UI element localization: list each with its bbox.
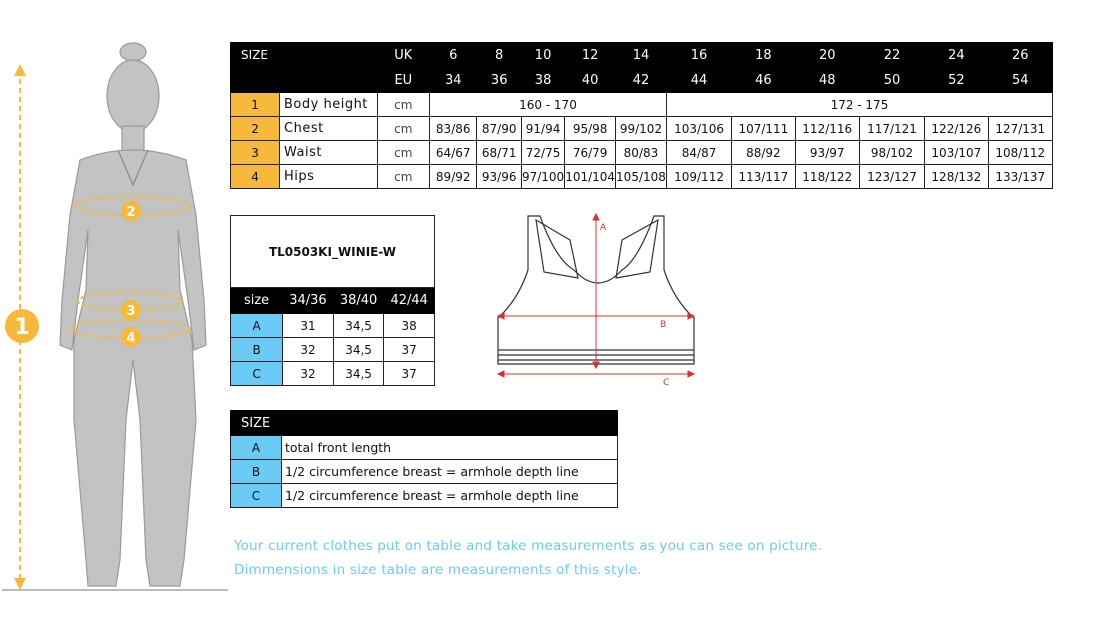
cell: 37 [384, 338, 435, 362]
cell: 80/83 [616, 141, 667, 165]
cell: 76/79 [565, 141, 616, 165]
eu-size: 44 [666, 68, 731, 93]
cell: 99/102 [616, 117, 667, 141]
style-size: 42/44 [384, 288, 435, 314]
row-name: Hips [280, 165, 378, 189]
row-name: Body height [280, 93, 378, 117]
measure-a-arrow [593, 214, 599, 220]
uk-size: 12 [565, 43, 616, 68]
chest-row [231, 117, 1053, 141]
row-name: Chest [280, 117, 378, 141]
row-unit: cm [377, 93, 429, 117]
uk-size: 26 [988, 43, 1052, 68]
style-size-label: size [231, 288, 283, 314]
measure-c-arrow [688, 371, 694, 377]
cell: 72/75 [521, 141, 564, 165]
style-key: B [231, 338, 283, 362]
cell: 89/92 [430, 165, 477, 189]
style-row-b [231, 338, 435, 362]
eu-label: EU [377, 68, 429, 93]
cell: 108/112 [988, 141, 1052, 165]
cell: 128/132 [925, 165, 988, 189]
cell: 113/117 [732, 165, 795, 189]
cell: 31 [283, 314, 334, 338]
legend-key: C [231, 484, 282, 508]
row-name: Waist [280, 141, 378, 165]
style-size: 34/36 [283, 288, 334, 314]
cell: 103/106 [666, 117, 731, 141]
cell: 88/92 [732, 141, 795, 165]
row-number: 3 [231, 141, 280, 165]
legend-row-a [231, 436, 618, 460]
legend-desc: 1/2 circumference breast = armhole depth line [282, 484, 618, 508]
cell: 98/102 [859, 141, 924, 165]
garment-label-c: C [663, 378, 670, 388]
eu-size: 46 [732, 68, 795, 93]
body-figure [0, 0, 230, 600]
legend-key: B [231, 460, 282, 484]
row-number: 2 [231, 117, 280, 141]
eu-size: 34 [430, 68, 477, 93]
cell: 123/127 [859, 165, 924, 189]
garment-drawing [488, 210, 708, 390]
style-title-row [231, 216, 435, 288]
cell: 84/87 [666, 141, 731, 165]
row-unit: cm [377, 141, 429, 165]
cell: 109/112 [666, 165, 731, 189]
measure-a-arrow [593, 362, 599, 368]
cell: 117/121 [859, 117, 924, 141]
cell: 32 [283, 362, 334, 386]
marker-2 [121, 201, 141, 221]
garment-label-a: A [600, 223, 607, 233]
style-table [230, 215, 435, 386]
row-number: 4 [231, 165, 280, 189]
cell: 107/111 [732, 117, 795, 141]
cell: 34,5 [333, 338, 384, 362]
legend-row-b [231, 460, 618, 484]
legend-desc: 1/2 circumference breast = armhole depth line [282, 460, 618, 484]
cell: 127/131 [988, 117, 1052, 141]
legend-key: A [231, 436, 282, 460]
size-header-label: SIZE [231, 43, 378, 68]
eu-size: 50 [859, 68, 924, 93]
cell: 91/94 [521, 117, 564, 141]
legend-header: SIZE [231, 411, 618, 436]
cell: 93/97 [795, 141, 859, 165]
cell: 105/108 [616, 165, 667, 189]
cell: 32 [283, 338, 334, 362]
legend-desc: total front length [282, 436, 618, 460]
cell: 34,5 [333, 314, 384, 338]
height-range-small: 160 - 170 [430, 93, 667, 117]
marker-1 [5, 309, 39, 343]
uk-size: 18 [732, 43, 795, 68]
size-table [230, 42, 1053, 189]
svg-text:4: 4 [126, 331, 136, 346]
cell: 93/96 [477, 165, 522, 189]
uk-size: 22 [859, 43, 924, 68]
uk-size: 8 [477, 43, 522, 68]
size-table-eu-row [231, 68, 1053, 93]
height-arrow-top [14, 64, 26, 76]
size-table-uk-row [231, 43, 1053, 68]
uk-size: 14 [616, 43, 667, 68]
style-size: 38/40 [333, 288, 384, 314]
legend-header-row [231, 411, 618, 436]
svg-text:2: 2 [126, 205, 136, 220]
style-row-c [231, 362, 435, 386]
cell: 34,5 [333, 362, 384, 386]
svg-text:1: 1 [14, 315, 30, 340]
eu-size: 52 [925, 68, 988, 93]
marker-3 [121, 300, 141, 320]
body-height-row [231, 93, 1053, 117]
row-unit: cm [377, 117, 429, 141]
cell: 97/100 [521, 165, 564, 189]
uk-size: 20 [795, 43, 859, 68]
style-row-a [231, 314, 435, 338]
garment-label-b: B [660, 320, 667, 330]
cell: 101/104 [565, 165, 616, 189]
height-arrow-bottom [14, 578, 26, 590]
eu-size: 42 [616, 68, 667, 93]
cell: 133/137 [988, 165, 1052, 189]
uk-label: UK [377, 43, 429, 68]
measure-b-arrow [498, 313, 504, 319]
cell: 37 [384, 362, 435, 386]
cell: 38 [384, 314, 435, 338]
style-key: C [231, 362, 283, 386]
uk-size: 6 [430, 43, 477, 68]
eu-size: 40 [565, 68, 616, 93]
dimension-note: Dimmensions in size table are measurements of this style. [234, 562, 642, 578]
eu-size: 36 [477, 68, 522, 93]
eu-size: 54 [988, 68, 1052, 93]
cell: 118/122 [795, 165, 859, 189]
legend-table [230, 410, 618, 508]
uk-size: 24 [925, 43, 988, 68]
waist-row [231, 141, 1053, 165]
uk-size: 10 [521, 43, 564, 68]
style-title: TL0503KI_WINIE-W [231, 216, 435, 288]
measure-b-arrow [688, 313, 694, 319]
uk-size: 16 [666, 43, 731, 68]
row-unit: cm [377, 165, 429, 189]
cell: 83/86 [430, 117, 477, 141]
cell: 68/71 [477, 141, 522, 165]
measure-c-arrow [498, 371, 504, 377]
row-number: 1 [231, 93, 280, 117]
style-header-row [231, 288, 435, 314]
cell: 122/126 [925, 117, 988, 141]
eu-size: 48 [795, 68, 859, 93]
eu-size: 38 [521, 68, 564, 93]
cell: 64/67 [430, 141, 477, 165]
cell: 112/116 [795, 117, 859, 141]
instruction-note: Your current clothes put on table and take measurements as you can see on picture. [234, 538, 823, 554]
marker-4 [121, 327, 141, 347]
legend-row-c [231, 484, 618, 508]
cell: 87/90 [477, 117, 522, 141]
hips-row [231, 165, 1053, 189]
height-range-large: 172 - 175 [666, 93, 1052, 117]
style-key: A [231, 314, 283, 338]
cell: 103/107 [925, 141, 988, 165]
svg-text:3: 3 [126, 304, 136, 319]
cell: 95/98 [565, 117, 616, 141]
